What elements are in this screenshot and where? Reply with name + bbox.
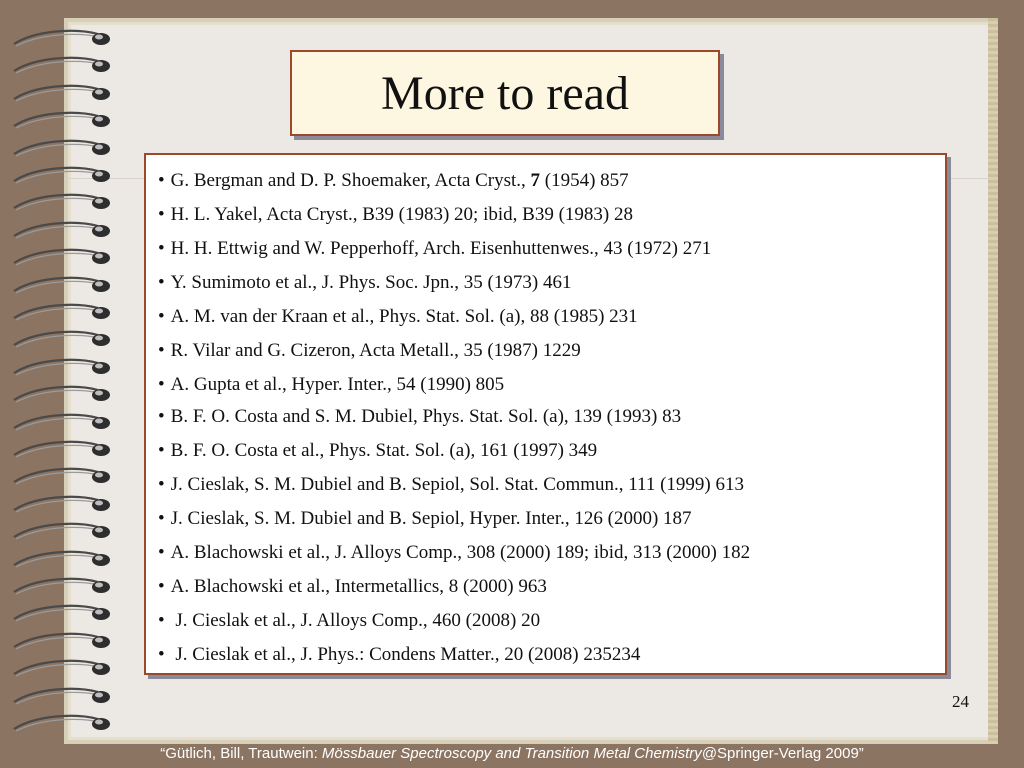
reference-item — [158, 406, 681, 428]
reference-text: A. Gupta et al., Hyper. Inter., 54 (1990) 805 — [170, 374, 505, 395]
bullet-icon: • — [158, 474, 165, 495]
bullet-icon: • — [158, 374, 165, 395]
spiral-coil-icon — [6, 631, 116, 651]
reference-volume: 7 — [530, 170, 540, 191]
reference-text: A. Blachowski et al., Intermetallics, 8 (2000) 963 — [170, 576, 547, 597]
spiral-coil-icon — [6, 110, 116, 130]
bullet-icon: • — [158, 576, 165, 597]
spiral-coil-icon — [6, 83, 116, 103]
bullet-icon: • — [158, 204, 165, 225]
spiral-coil-icon — [6, 658, 116, 678]
footer-citation — [0, 745, 1024, 762]
spiral-coil-icon — [6, 165, 116, 185]
spiral-coil-icon — [6, 302, 116, 322]
bullet-icon: • — [158, 440, 165, 461]
bullet-icon: • — [158, 610, 165, 631]
reference-item — [158, 272, 571, 294]
spiral-coil-icon — [6, 275, 116, 295]
spiral-coil-icon — [6, 713, 116, 733]
spiral-coil-icon — [6, 138, 116, 158]
spiral-coil-icon — [6, 466, 116, 486]
references-box — [144, 153, 947, 675]
footer-publisher: @Springer-Verlag 2009” — [701, 745, 864, 762]
footer-authors: “Gütlich, Bill, Trautwein: — [160, 745, 322, 762]
spiral-binding — [6, 28, 116, 740]
footer-book-title: Mössbauer Spectroscopy and Transition Metal Chemistry — [321, 745, 702, 762]
slide-title: More to read — [381, 66, 629, 120]
spiral-coil-icon — [6, 220, 116, 240]
bullet-icon: • — [158, 542, 165, 563]
reference-item — [158, 374, 504, 396]
bullet-icon: • — [158, 406, 165, 427]
bullet-icon: • — [158, 170, 165, 191]
reference-text: B. F. O. Costa and S. M. Dubiel, Phys. Stat. Sol. (a), 139 (1993) 83 — [170, 406, 682, 427]
page-number: 24 — [952, 692, 969, 711]
spiral-coil-icon — [6, 439, 116, 459]
spiral-coil-icon — [6, 603, 116, 623]
title-box — [290, 50, 720, 136]
reference-item — [158, 474, 744, 496]
bullet-icon: • — [158, 508, 165, 529]
reference-item — [158, 340, 581, 362]
reference-text: J. Cieslak et al., J. Alloys Comp., 460 (2008) 20 — [170, 610, 541, 631]
reference-text: J. Cieslak, S. M. Dubiel and B. Sepiol, Sol. Stat. Commun., 111 (1999) 613 — [170, 474, 745, 495]
reference-text: H. L. Yakel, Acta Cryst., B39 (1983) 20; ibid, B39 (1983) 28 — [170, 204, 633, 225]
reference-item — [158, 508, 692, 530]
bullet-icon: • — [158, 340, 165, 361]
reference-text: J. Cieslak, S. M. Dubiel and B. Sepiol, Hyper. Inter., 126 (2000) 187 — [170, 508, 692, 529]
bullet-icon: • — [158, 238, 165, 259]
reference-text-tail: (1954) 857 — [540, 170, 629, 191]
reference-text: R. Vilar and G. Cizeron, Acta Metall., 35 (1987) 1229 — [170, 340, 581, 361]
spiral-coil-icon — [6, 192, 116, 212]
reference-item — [158, 610, 540, 632]
spiral-coil-icon — [6, 357, 116, 377]
reference-item — [158, 170, 629, 192]
spiral-coil-icon — [6, 329, 116, 349]
reference-text: Y. Sumimoto et al., J. Phys. Soc. Jpn., 35 (1973) 461 — [170, 272, 572, 293]
reference-text: B. F. O. Costa et al., Phys. Stat. Sol. (a), 161 (1997) 349 — [170, 440, 598, 461]
reference-item — [158, 306, 638, 328]
bullet-icon: • — [158, 644, 165, 665]
reference-item — [158, 542, 750, 564]
spiral-coil-icon — [6, 384, 116, 404]
reference-item — [158, 440, 597, 462]
spiral-coil-icon — [6, 55, 116, 75]
reference-text: A. M. van der Kraan et al., Phys. Stat. Sol. (a), 88 (1985) 231 — [170, 306, 638, 327]
reference-item — [158, 238, 711, 260]
spiral-coil-icon — [6, 247, 116, 267]
reference-item — [158, 644, 640, 666]
spiral-coil-icon — [6, 549, 116, 569]
reference-text: G. Bergman and D. P. Shoemaker, Acta Cryst., — [170, 170, 531, 191]
reference-item — [158, 576, 547, 598]
spiral-coil-icon — [6, 576, 116, 596]
reference-item — [158, 204, 633, 226]
reference-text: A. Blachowski et al., J. Alloys Comp., 308 (2000) 189; ibid, 313 (2000) 182 — [170, 542, 751, 563]
reference-text: H. H. Ettwig and W. Pepperhoff, Arch. Eisenhuttenwes., 43 (1972) 271 — [170, 238, 712, 259]
spiral-coil-icon — [6, 28, 116, 48]
spiral-coil-icon — [6, 494, 116, 514]
reference-text: J. Cieslak et al., J. Phys.: Condens Matter., 20 (2008) 235234 — [170, 644, 641, 665]
spiral-coil-icon — [6, 686, 116, 706]
bullet-icon: • — [158, 272, 165, 293]
spiral-coil-icon — [6, 521, 116, 541]
spiral-coil-icon — [6, 412, 116, 432]
bullet-icon: • — [158, 306, 165, 327]
